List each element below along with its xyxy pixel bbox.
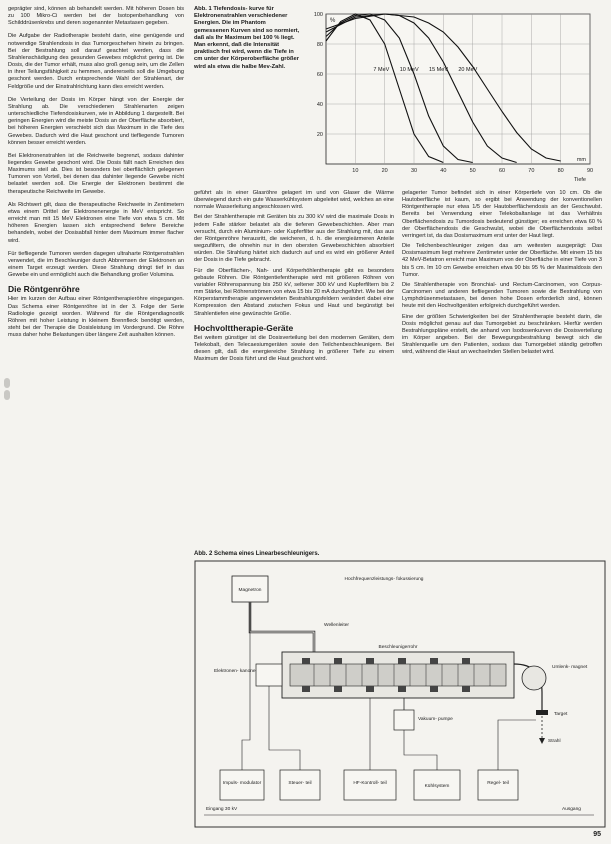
accelerator-tube <box>290 664 506 686</box>
y-tick-label: 40 <box>316 102 323 108</box>
left-paragraph: Für tiefliegende Tumoren werden dagegen ultraharte Röntgenstrahlen verwendet, die im Beschleuniger durch Abbremsen der Elektronen an einem Target erzeugt werden. Diese Strahlung dringt tief in das Gewebe ein und ermöglicht auch die Behandlung großer Volumina. <box>8 250 184 279</box>
bending-magnet-label: Umlenk- magnet <box>552 665 588 670</box>
y-axis-label: % <box>330 18 336 24</box>
x-tick-label: 50 <box>469 168 476 174</box>
focus-coil <box>302 686 310 692</box>
page-number: 95 <box>593 831 601 838</box>
input-label: Eingang 30 kV <box>206 807 238 812</box>
figure-2-label: Abb. 2 <box>194 551 213 557</box>
accelerator-tube-label: Beschleunigerrohr <box>378 645 418 650</box>
y-tick-label: 60 <box>316 72 323 78</box>
regulator-label: Regel- teil <box>487 781 509 786</box>
x-axis-unit: mm <box>576 157 586 163</box>
connector-line <box>269 686 300 770</box>
right-paragraph: Eine der größten Schwierigkeiten bei der Strahlentherapie besteht darin, die Dosis möglichst genau auf das Tumorgebiet zu beschränken. Hierfür werden Bestrahlungspläne erstellt, die anhand von Isodosenkurven die Dosisverteilung im Körper angeben. Bei der Bewegungsbestrahlung bewegt sich die Strahlenquelle um den Patienten, sodass das Tumorgebiet ständig getroffen wird, während die Haut an wechselnden Stellen belastet wird. <box>402 313 602 356</box>
series-label: 15 MeV <box>429 67 448 73</box>
hf-control-label: HF-Kontroll- teil <box>353 781 387 786</box>
section-title-hochvolt: Hochvolttherapie-Geräte <box>194 322 294 333</box>
figure-2-caption <box>194 551 606 557</box>
electron-gun-label: Elektronen- kanone <box>214 669 256 674</box>
focus-coil <box>462 658 470 664</box>
magnetron-label: Magnetron <box>238 588 262 593</box>
figure-1-label: Abb. 1 <box>194 6 212 12</box>
left-paragraph: Bei Elektronenstrahlen ist die Reichweite begrenzt, sodass dahinter liegendes Gewebe geschont wird. Die Dosis fällt nach Erreichen des Maximums steil ab. Dies ist besonders bei oberflächlich gelegenen Tumoren von Vorteil, bei denen das dahinter liegende Gewebe nicht belastet werden soll. Die Energie der Elektronen bestimmt die therapeutische Reichweite im Gewebe. <box>8 152 184 195</box>
binder-hole-mark <box>4 378 10 388</box>
middle-paragraph: Für die Oberflächen-, Nah- und Körperhöhlentherapie gibt es besonders gebaute Röhren. Die Röntgentiefentherapie wird mit größeren Röhren von variabler Röhrenspannung bis 250 kV, seltener 300 kV und Kupferfiltern bis 2 mm Stärke, bei Röhrenströmen von etwa 15 bis 20 mA durchgeführt. Wie bei der Körperstammtherapie angewendeten Bestrahlungsfeldern verändert dabei eine Kompression den Abstand zwischen Fokus und Haut und begünstigt bei Strahlentiefen eine gewünschte Größe. <box>194 267 394 317</box>
hf-power-label: Hochfrequenzleistungs- fokussierung <box>344 577 424 582</box>
y-tick-label: 20 <box>316 132 323 138</box>
focus-coil <box>334 658 342 664</box>
focus-coil <box>462 686 470 692</box>
middle-paragraph: Bei der Strahlentherapie mit Geräten bis zu 300 kV wird die maximale Dosis in jedem Falle stärker belastet als die tieferen Gewebeschichten. Aber man versucht, durch ein Aluminium- oder Kupferfilter aus der Strahlung mit, das aus der Röntgenröhre herausritt, die weicheren, d. h. die energieärmeren Anteile wegzufiltern, die ohnehin nur in den obersten Gewebeschichten absorbiert würden. Die Strahlung härtet sich dadurch auf und es wird ein größerer Anteil der Dosis in die Tiefe gebracht. <box>194 214 394 264</box>
vacuum-pump-label: Vakuum- pumpe <box>418 717 453 722</box>
vacuum-pump-box <box>394 710 414 730</box>
beam-arrow <box>539 738 545 744</box>
waveguide-path <box>250 602 314 652</box>
connector-line <box>404 730 437 770</box>
series-label: 10 MeV <box>399 67 419 73</box>
electron-gun-box <box>256 664 282 686</box>
series-label: 7 MeV <box>373 67 390 73</box>
bending-magnet <box>522 666 546 690</box>
cooling-system-label: Kühlsystem <box>424 784 450 789</box>
focus-coil <box>302 658 310 664</box>
y-tick-label: 80 <box>316 42 323 48</box>
left-paragraph: Die Aufgabe der Radiotherapie besteht darin, eine genügende und notwendige Strahlendosis in das Tumorgeschehen hinein zu bringen. Bei der Bestrahlung soll darauf geachtet werden, dass die Strahlenschädigung des gesunden Gewebes möglichst gering ist. Die Dosis, die der Tumor erhält, muss also groß genug sein, um die Zellen in ihrer Teilungsfähigkeit zu hemmen, andererseits soll die Umgebung geschont werden. Durch entsprechende Wahl der Strahlenart, der Feldgröße und der Einstrahlrichtung kann dies erreicht werden. <box>8 33 184 90</box>
left-paragraph: geprägter sind, können ab behandelt werden. Mit höheren Dosen bis zu 100 Mikro-Ci werden bei der Isotopenbehandlung von Schilddrüsenkrebs und deren sogenannter Metastasen gegeben. <box>8 6 184 27</box>
linear-accelerator-diagram <box>194 560 606 828</box>
waveguide-label: Wellenleiter <box>324 623 349 628</box>
x-tick-label: 80 <box>557 168 564 174</box>
figure-1-text: kurve für Elektronenstrahlen verschiedener Energien. Die im Phantom gemessenen Kurven sind so normiert, daß als Ihr Maximum bei 100 % liegt. Man erkennt, daß die Intensität praktisch frei wird, wenn die Tiefe in cm unter der Körperoberfläche größer wird als etwa die halbe Mev-Zahl. <box>194 6 300 70</box>
output-label: Ausgang <box>562 807 581 812</box>
section-title-roentgenroehre: Die Röntgenröhre <box>8 284 80 295</box>
x-tick-label: 90 <box>586 168 594 174</box>
focus-coil <box>398 686 406 692</box>
connector-line <box>498 720 536 770</box>
left-paragraph: Als Richtwert gilt, dass die therapeutische Reichweite in Zentimetern etwa einem Drittel der Elektronenenergie in MeV entspricht. So erreicht man mit 15 MeV Elektronen eine Tiefe von etwa 5 cm. Mit höheren Energien lassen sich entsprechend tiefere Bereiche behandeln, wobei der Dosisabfall hinter dem Maximum immer flacher wird. <box>8 201 184 244</box>
waveguide-path-inner <box>250 602 314 652</box>
y-tick-label: 100 <box>313 12 323 18</box>
left-paragraph: Die Verteilung der Dosis im Körper hängt von der Energie der Strahlung ab. Die verschiedenen Strahlenarten zeigen unterschiedliche Tiefendosiskurven, wie in Abbildung 1 dargestellt. Bei geringen Energien wird die meiste Dosis an der Oberfläche absorbiert, bei höheren Energien verschiebt sich das Maximum in die Tiefe des Gewebes. Dadurch wird die Haut geschont und tiefliegende Tumoren können besser erreicht werden. <box>8 96 184 146</box>
x-tick-label: 30 <box>410 168 418 174</box>
right-paragraph: gelagerter Tumor befindet sich in einer Körpertiefe von 10 cm. Ob die Hautoberfläche ist kaum, so ergibt bei Anwendung der konventionellen Röntgentherapie nur etwa 1/5 der Hautoberflächendosis an der Geschwulst. Bereits bei Verwendung einer Telekobaltanlage ist das Verhältnis Oberflächendosis zu Tumordosis bedeutend günstiger; es erreichen etwa 60 % der Oberflächendosis die Geschwulst, wobei die Oberflächendosis selbst verringert ist, da das Dosismaximum erst unter der Haut liegt. <box>402 190 602 239</box>
x-tick-label: 20 <box>381 168 388 174</box>
beam-label: Strahl <box>548 739 561 744</box>
x-tick-label: 70 <box>528 168 535 174</box>
x-axis-label: Tiefe <box>573 177 586 183</box>
figure-1-title: Tiefendosis- <box>213 6 248 12</box>
focus-coil <box>334 686 342 692</box>
target-label: Target <box>554 712 568 717</box>
left-column <box>8 6 184 339</box>
focus-coil <box>430 686 438 692</box>
middle-paragraph: Bei weitem günstiger ist die Dosisverteilung bei den modernen Geräten, dem Telekobalt, den Telecaesiumgeräten sowie den Teilchenbeschleunigern. Bei diesen gilt, daß die energiereiche Strahlung in größerer Tiefe zu einem Maximum der Dosis führt und die Haut geschont wird. <box>194 334 394 363</box>
right-column <box>402 190 602 359</box>
x-tick-label: 40 <box>440 168 447 174</box>
depth-dose-chart <box>308 6 608 186</box>
x-tick-label: 10 <box>352 168 359 174</box>
focus-coil <box>398 658 406 664</box>
figure-1-caption <box>194 6 302 71</box>
pulse-modulator-label: Impuls- modulator <box>222 781 262 786</box>
control-unit-label: Steuer- teil <box>288 781 312 786</box>
focus-coil <box>430 658 438 664</box>
middle-column <box>194 190 394 366</box>
series-label: 20 MeV <box>458 67 478 73</box>
right-paragraph: Die Strahlentherapie von Bronchial- und Rectum-Carcinomen, von Corpus-Carcinomen und anderen tiefliegenden Tumoren sowie die Bestrahlung von Lymphdrüsenmetastasen, bei denen hohe Dosen erforderlich sind, können heute mit den Hochvoltgeräten erfolgreich durchgeführt werden. <box>402 281 602 310</box>
target-block <box>536 710 548 715</box>
left-paragraph: Hier im kurzen der Aufbau einer Röntgentherapieröhre eingegangen. Das Schema einer Röntgenröhre ist in der 3. Folge der Serie Radiologie gezeigt worden. Während für die Röntgendiagnostik Röhren mit hoher Leistung in kleinem Brennfleck benötigt werden, steht bei der Therapie die Dosisleistung im Vordergrund. Die Röhre muss daher hohe Belastungen über längere Zeit aushalten können. <box>8 296 184 339</box>
middle-paragraph: geführt als in einer Glasröhre gelagert im und von Glaser die Wärme überwiegend durch ein gute Wasserkühlsystem abgeleitet wird, welches an eine normale Wasserleitung angeschlossen wird. <box>194 190 394 211</box>
focus-coil <box>366 686 374 692</box>
x-tick-label: 60 <box>498 168 506 174</box>
binder-hole-mark <box>4 390 10 400</box>
figure-2-title: Schema eines Linearbeschleunigers. <box>214 551 320 557</box>
focus-coil <box>366 658 374 664</box>
chart-plot-area <box>326 14 590 164</box>
right-paragraph: Die Teilchenbeschleuniger zeigen das am weitesten ausgeprägt: Das Dosismaximum liegt mehrere Zentimeter unter der Oberfläche. Mit einem 15 bis 42 MeV-Betatron erreicht man Maximum von der Oberfläche in einer Tiefe von 3 bis 5 cm. Im 10 cm Gewebe erreichen etwa 90 bis 95 % der Maximaldosis den Tumor. <box>402 243 602 278</box>
